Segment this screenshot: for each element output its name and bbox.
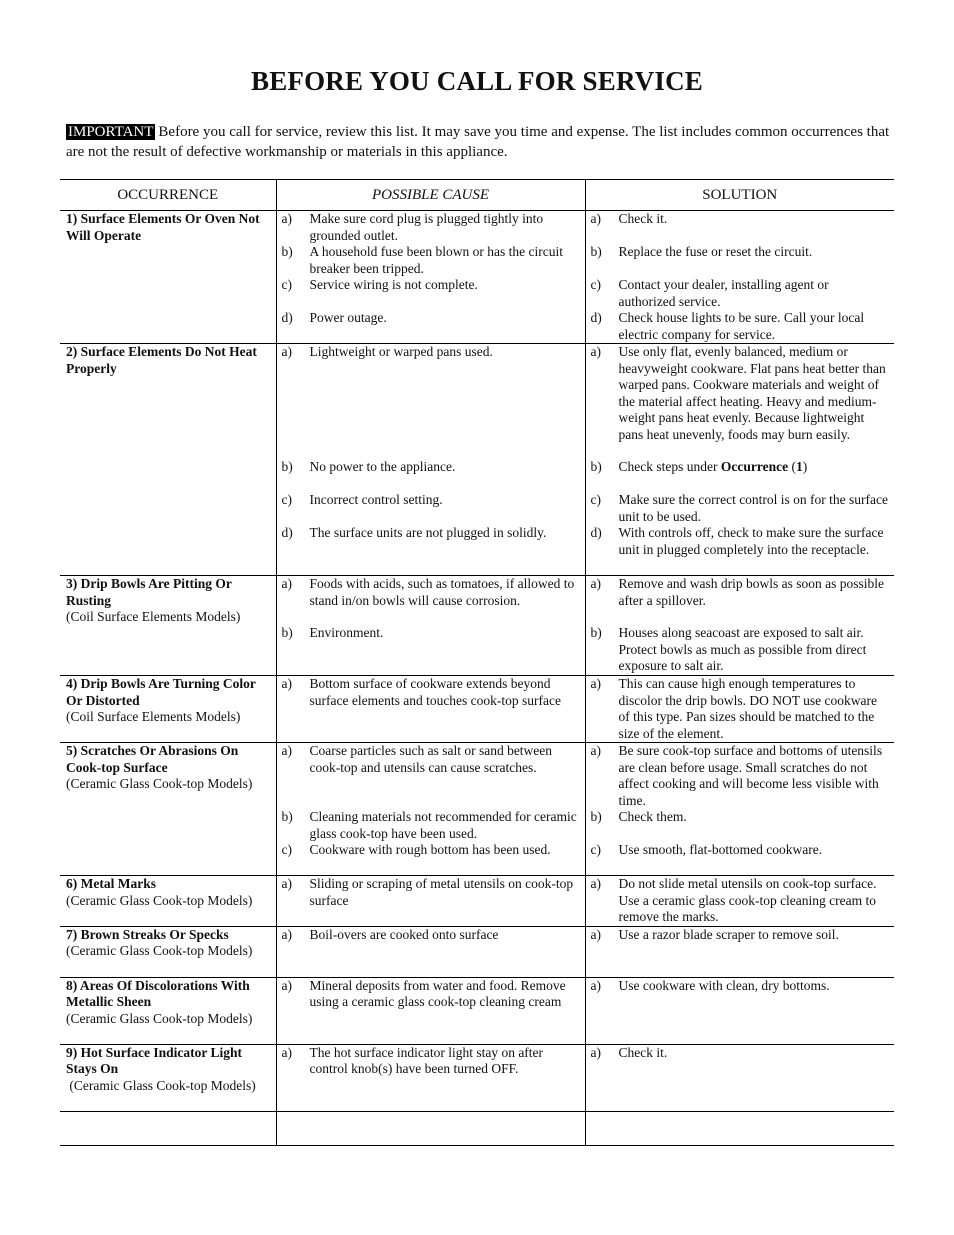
occurrence-cell: [60, 576, 276, 676]
cause-label: b): [281, 459, 293, 474]
cause-cell: [276, 344, 585, 576]
solution-label: a): [590, 1044, 601, 1060]
solution-label: a): [590, 977, 601, 993]
table-row: [60, 977, 894, 1044]
cause-text: Incorrect control setting.: [309, 492, 443, 507]
solution-text: Use cookware with clean, dry bottoms.: [618, 977, 830, 993]
cause-label: a): [281, 344, 292, 359]
cause-text: Service wiring is not complete.: [309, 277, 478, 292]
solution-cell: [585, 876, 894, 927]
cause-text: Power outage.: [309, 310, 387, 325]
solution-text: Replace the fuse or reset the circuit.: [618, 244, 813, 259]
occurrence-title: 1) Surface Elements Or Oven Not Will Operate: [66, 211, 260, 243]
solution-item: [586, 743, 895, 809]
solution-text: Use a razor blade scraper to remove soil.: [618, 926, 839, 942]
header-solution: SOLUTION: [585, 180, 894, 211]
cause-label: b): [281, 244, 293, 259]
cause-text: Make sure cord plug is plugged tightly into grounded outlet.: [309, 211, 544, 243]
solution-item: [586, 1045, 895, 1062]
solution-label: a): [590, 576, 601, 591]
solution-label: a): [590, 676, 601, 691]
cause-cell: [276, 576, 585, 676]
solution-item: [586, 492, 895, 525]
cause-text: The surface units are not plugged in solidly.: [309, 525, 547, 540]
solution-item: [586, 310, 895, 343]
solution-label: b): [590, 459, 602, 474]
solution-text: Check steps under Occurrence (1): [618, 459, 808, 474]
solution-label: a): [590, 211, 601, 226]
empty-cell: [60, 1111, 276, 1145]
cause-cell: [276, 1044, 585, 1111]
cause-label: c): [281, 277, 292, 292]
table-row: [60, 676, 894, 743]
important-badge: IMPORTANT: [68, 124, 154, 140]
table-header-row: [60, 180, 894, 211]
occurrence-cell: [60, 676, 276, 743]
occurrence-subtitle: (Ceramic Glass Cook-top Models): [66, 1010, 253, 1026]
cause-item: [277, 576, 585, 625]
solution-item: [586, 244, 895, 277]
cause-item: [277, 492, 585, 525]
table-row: [60, 576, 894, 676]
solution-item: [586, 625, 895, 675]
solution-text: Use smooth, flat-bottomed cookware.: [618, 842, 823, 857]
cause-item: [277, 1045, 585, 1078]
troubleshooting-table: [60, 179, 894, 1146]
solution-item: [586, 842, 895, 859]
occurrence-cell: [60, 1044, 276, 1111]
solution-item: [586, 676, 895, 742]
solution-label: d): [590, 525, 602, 540]
solution-item: [586, 927, 895, 944]
cause-text: The hot surface indicator light stay on after control knob(s) have been turned OFF.: [309, 1044, 544, 1076]
occurrence-cell: [60, 344, 276, 576]
solution-text: Contact your dealer, installing agent or authorized service.: [618, 277, 829, 309]
solution-text: Houses along seacoast are exposed to salt air. Protect bowls as much as possible from direct exposure to salt air.: [618, 625, 867, 673]
table-row: [60, 876, 894, 927]
solution-label: c): [590, 842, 601, 857]
cause-cell: [276, 926, 585, 977]
intro-paragraph: [66, 122, 896, 162]
cause-item: [277, 525, 585, 542]
solution-text: With controls off, check to make sure the surface unit in plugged completely into the receptacle.: [618, 525, 884, 557]
solution-label: b): [590, 244, 602, 259]
solution-label: c): [590, 492, 601, 507]
cause-label: a): [281, 876, 292, 891]
solution-item: [586, 211, 895, 244]
occurrence-title: 9) Hot Surface Indicator Light Stays On: [66, 1044, 242, 1076]
solution-cell: [585, 1044, 894, 1111]
cause-item: [277, 344, 585, 459]
cause-label: a): [281, 211, 292, 226]
occurrence-subtitle: (Ceramic Glass Cook-top Models): [66, 776, 253, 791]
cause-text: Boil-overs are cooked onto surface: [309, 926, 499, 942]
table-row: [60, 1044, 894, 1111]
solution-item: [586, 576, 895, 625]
occurrence-subtitle: (Ceramic Glass Cook-top Models): [66, 1077, 256, 1093]
solution-cell: [585, 743, 894, 876]
cause-item: [277, 842, 585, 859]
solution-text: Use only flat, evenly balanced, medium or heavyweight cookware. Flat pans heat better than warped pans. Cookware materials and weight of the material affect heating. Heavy and medium-weight pans heat evenly. Because lightweight pans heat unevenly, foods may burn easily.: [618, 344, 886, 442]
cause-label: a): [281, 977, 292, 993]
solution-cell: [585, 344, 894, 576]
empty-cell: [276, 1111, 585, 1145]
occurrence-cell: [60, 926, 276, 977]
occurrence-subtitle: (Ceramic Glass Cook-top Models): [66, 892, 253, 908]
cause-item: [277, 244, 585, 277]
cause-item: [277, 743, 585, 809]
cause-item: [277, 927, 585, 944]
solution-text: Check it.: [618, 1044, 668, 1060]
cause-item: [277, 809, 585, 842]
cause-cell: [276, 977, 585, 1044]
cause-cell: [276, 876, 585, 927]
header-possible-cause: POSSIBLE CAUSE: [276, 180, 585, 211]
cause-text: A household fuse been blown or has the circuit breaker been tripped.: [309, 244, 563, 276]
table-row: [60, 926, 894, 977]
cause-text: Mineral deposits from water and food. Remove using a ceramic glass cook-top cleaning cream: [309, 977, 566, 1009]
intro-text: Before you call for service, review this list. It may save you time and expense. The list includes common occurrences that are not the result of defective workmanship or materials in this appliance.: [66, 124, 890, 160]
cause-label: d): [281, 310, 293, 325]
solution-cell: [585, 676, 894, 743]
cause-text: No power to the appliance.: [309, 459, 456, 474]
cause-text: Lightweight or warped pans used.: [309, 344, 493, 359]
cause-cell: [276, 743, 585, 876]
cause-cell: [276, 676, 585, 743]
page-title: BEFORE YOU CALL FOR SERVICE: [250, 66, 704, 96]
table-row: [60, 344, 894, 576]
solution-item: [586, 978, 895, 995]
header-occurrence: OCCURRENCE: [60, 180, 276, 211]
occurrence-subtitle: (Coil Surface Elements Models): [66, 609, 241, 624]
cause-text: Cookware with rough bottom has been used.: [309, 842, 551, 857]
cause-item: [277, 625, 585, 642]
cause-text: Coarse particles such as salt or sand between cook-top and utensils can cause scratches.: [309, 743, 553, 775]
occurrence-subtitle: (Coil Surface Elements Models): [66, 709, 241, 724]
occurrence-title: 2) Surface Elements Do Not Heat Properly: [66, 344, 257, 376]
occurrence-subtitle: (Ceramic Glass Cook-top Models): [66, 943, 253, 958]
cause-item: [277, 459, 585, 492]
table-empty-row: [60, 1111, 894, 1145]
solution-label: a): [590, 926, 601, 942]
cause-label: a): [281, 676, 292, 691]
solution-item: [586, 525, 895, 558]
solution-label: a): [590, 876, 601, 891]
occurrence-title: 4) Drip Bowls Are Turning Color Or Distorted: [66, 676, 256, 708]
occurrence-title: 7) Brown Streaks Or Specks: [66, 926, 229, 942]
solution-item: [586, 876, 895, 926]
cause-item: [277, 310, 585, 327]
solution-cell: [585, 211, 894, 344]
table-row: [60, 743, 894, 876]
occurrence-title: 6) Metal Marks: [66, 876, 156, 891]
cause-item: [277, 978, 585, 1011]
solution-label: d): [590, 310, 602, 325]
occurrence-cell: [60, 876, 276, 927]
solution-item: [586, 344, 895, 459]
solution-item: [586, 277, 895, 310]
cause-label: a): [281, 743, 292, 758]
solution-text: Do not slide metal utensils on cook-top surface. Use a ceramic glass cook-top cleaning cream to remove the marks.: [618, 876, 877, 924]
cause-text: Sliding or scraping of metal utensils on cook-top surface: [309, 876, 574, 908]
solution-item: [586, 809, 895, 842]
solution-text: Check it.: [618, 211, 668, 226]
cause-text: Bottom surface of cookware extends beyond surface elements and touches cook-top surface: [309, 676, 562, 708]
solution-text: This can cause high enough temperatures to discolor the drip bowls. DO NOT use cookware of this type. Pan sizes should be matched to the size of the element.: [618, 676, 877, 741]
cause-label: c): [281, 492, 292, 507]
occurrence-cell: [60, 743, 276, 876]
solution-label: c): [590, 277, 601, 292]
solution-text: Be sure cook-top surface and bottoms of utensils are clean before usage. Small scratches do not affect cooking and will become less visible with time.: [618, 743, 883, 808]
cause-label: d): [281, 525, 293, 540]
solution-text: Remove and wash drip bowls as soon as possible after a spillover.: [618, 576, 884, 608]
solution-text: Check house lights to be sure. Call your local electric company for service.: [618, 310, 865, 342]
cause-label: b): [281, 809, 293, 824]
table-row: [60, 211, 894, 344]
solution-cell: [585, 576, 894, 676]
cause-item: [277, 676, 585, 709]
occurrence-title: 3) Drip Bowls Are Pitting Or Rusting: [66, 576, 232, 608]
occurrence-title: 8) Areas Of Discolorations With Metallic Sheen: [66, 977, 250, 1009]
cause-label: a): [281, 1044, 292, 1060]
solution-text: Check them.: [618, 809, 687, 824]
cause-label: b): [281, 625, 293, 640]
cause-item: [277, 876, 585, 909]
solution-label: a): [590, 344, 601, 359]
occurrence-title: 5) Scratches Or Abrasions On Cook-top Surface: [66, 743, 239, 775]
solution-label: b): [590, 809, 602, 824]
occurrence-cell: [60, 977, 276, 1044]
empty-cell: [585, 1111, 894, 1145]
solution-cell: [585, 926, 894, 977]
solution-item: [586, 459, 895, 492]
cause-cell: [276, 211, 585, 344]
cause-label: a): [281, 576, 292, 591]
solution-text: Make sure the correct control is on for the surface unit to be used.: [618, 492, 889, 524]
solution-label: b): [590, 625, 602, 640]
solution-label: a): [590, 743, 601, 758]
solution-cell: [585, 977, 894, 1044]
cause-label: c): [281, 842, 292, 857]
cause-item: [277, 277, 585, 310]
occurrence-cell: [60, 211, 276, 344]
cause-item: [277, 211, 585, 244]
cause-label: a): [281, 926, 292, 942]
cause-text: Cleaning materials not recommended for ceramic glass cook-top have been used.: [309, 809, 577, 841]
cause-text: Foods with acids, such as tomatoes, if allowed to stand in/on bowls will cause corrosion.: [309, 576, 575, 608]
cause-text: Environment.: [309, 625, 384, 640]
